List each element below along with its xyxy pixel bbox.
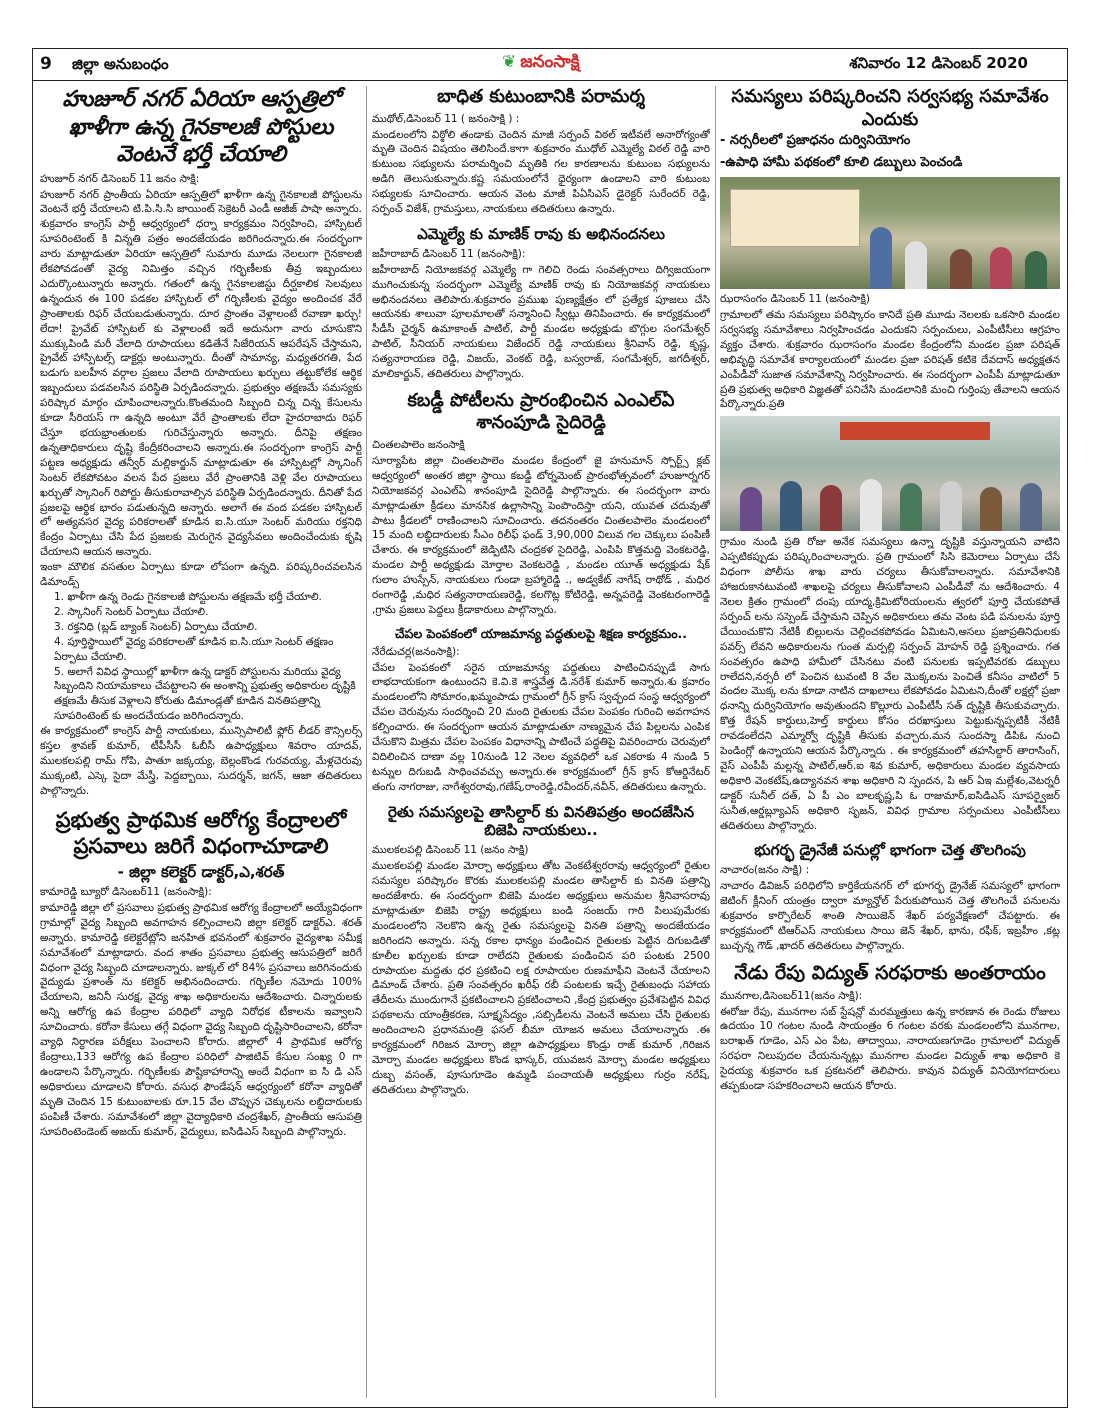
list-item: 1. ఖాళీగా ఉన్న రెండు గైనకాలజీ పోస్టులను తక్షణమే భర్తీ చేయాలి. [54, 590, 322, 603]
article-dateline: మునగాల,డిసెంబర్11(జనం సాక్షి): [720, 989, 863, 1002]
column-3 [720, 86, 1060, 1398]
column-divider [715, 86, 716, 1398]
article-headline: సమస్యలు పరిష్కరించని సర్వసభ్య సమావేశం ఎందుకు [731, 86, 1049, 130]
article-dateline: నేరేడుచర్ల(జనంసాక్షి): [372, 645, 460, 658]
demands-list [40, 590, 362, 724]
article-dateline: ముథోల్,డిసెంబర్ 11 ( జనంసాక్షి ) : [372, 112, 520, 125]
article-dateline: కామారెడ్డి బ్యూరో డిసెంబర్11 (జనంసాక్షి): [40, 885, 212, 898]
article-body: గ్రామం నుండి ప్రతి రోజు అనేక సమస్యలు ఉన్నా దృష్టికి వస్తున్నాయని వాటిని ఎప్పటికప్పుడు పరిష్కరించాలన్నారు. ప్రతి గ్రామంలో సిసి కెమెరాలు ఏర్పాటు చేసే విధంగా పోలీసు శాఖ వారు చర్యలు తీసుకోవాలన్నారు. సమావేశానికి హాజరుకానటువంటి శాఖలపై చర్యలు తీసుకోవాలని ఎంపీడీవో ను ఆదేశించారు. 4 నెలల క్రితం గ్రామంలో దంపు యాద్మ,క్రిమిటోరియంలను త్వరలో పూర్తి చేయకపోతే సర్పంచ్ లను సస్పెండ్ చేస్తామని చెప్పిన అధికారులు తమ వెంట పడి పనులను పూర్తి చేయించుకొని నేటికీ బిల్లులను చెల్లించకపోవడం ఏమిటని,అసలు ప్రజాప్రతినిధులకు పవర్స్ లేవని అధికారులను గుంత మర్పల్లి సర్పంచ్ మోహన్ రెడ్డి ప్రశ్నించారు. గత సంవత్సరం ఉపాధి హామీలో చేసినటు వంటి పనులకు ఇప్పటివరకు డబ్బులు రాలేదని,నర్సరీ లో పెంచిన టువంటి 8 వేల మొక్కలను పెంచితే కనీసం వాటిలో 5 వందల మొక్క లను కూడా నాటిన దాఖలాలు లేకపోవడం ఏమిటని,దీంతో లక్షల్లో ప్రజా ధనాన్ని దుర్వినియోగం అవుతుందని కొల్లూరు ఎంపీటీసీ సత్ దృష్టికి తీసుకువచ్చారు. కొత్త రేషన్ కార్డులు,హెల్త్ కార్డులు కోసం దరఖాస్తులు పెట్టుకున్నప్పటికీ నేటికీ రావడంలేదని ఎమ్మార్వో దృష్టికి తీసుకు వచ్చారు.మన సుందస్మా డిపిఓ నుంచి పెండింగ్లో ఉన్నాయని ఆయన పేర్కొన్నారు . ఈ కార్యక్రమంలో తహసిల్దార్ తారాసింగ్, వైస్ ఎంపీపీ మల్లన్న పాటిల్,ఆర్.ఐ శివ కుమార్, అధికారులు మండల వ్యవసాయ అధికారి వెంకటేష్,ఉద్యానవన శాఖ అధికారి ని స్పందన, పి ఆర్ ఏఇ మల్లేశం,వెటర్నరీ డాక్టర్ సునీల్ దత్, ఏ పీ ఎం బాలకృష్ణ,పి ఓ రాజుమార్,ఐసిడిఎస్ సూపర్వైజర్ సునీత,ఆర్డబ్ల్యూఎస్ అధికారి సృజన్, వివిధ గ్రామాల సర్పంచులు ఎంపీటీసీలు తదితరులు పాల్గొన్నారు. [720, 536, 1060, 832]
article-headline: రైతు సమస్యలపై తాసిల్దార్ కు వినతిపత్రం అందజేసిన బిజెపి నాయకులు.. [388, 802, 694, 840]
article-body: ఇంకా మౌలిక వసతుల ఏర్పాటు కూడా లోపంగా ఉన్నది. పరిష్కరించవలసిన డిమాండ్స్ [40, 561, 362, 589]
article-body: గ్రామాలలో తమ సమస్యలు పరిష్కారం కానిదే ప్రతి మూడు నెలలకు ఒకసారి మండల సర్వసభ్య సమావేశాలు నిర్వహించడం ఎందుకని సర్పంచులు, ఎంపీటీసీలు ఆగ్రహం వ్యక్తం చేశారు. శుక్రవారం ఝరాసంగం మండల కేంద్రంలోని మండల ప్రజా పరిషత్ అభివృద్ధి సమావేశ కార్యాలయంలో మండల ప్రజా పరిషత్ కటికె దేవదాస్ అధ్యక్షతన ఎంపీడీవో సుజాత సమావేశాన్ని నిర్వహించారు. ఈ సందర్భంగా ఎంపీపీ మాట్లాడుతూ ప్రతి ప్రభుత్వ అధికారి విజ్ఞతతో పనిచేసి మండలానికి మంచి గుర్తింపు తేవాలని ఆయన పేర్కొన్నారు.ప్రతి [720, 309, 1060, 411]
article-bjp-farmers [372, 803, 710, 1098]
article-subheading: - నర్సరీలలో ప్రజాధనం దుర్వినియోగం [720, 133, 911, 148]
article-condolence [372, 86, 710, 217]
article-dateline: ఝరాసంగం డిసెంబర్ 11 (జనంసాక్షి) [720, 293, 870, 305]
page-number: 9 [40, 54, 52, 74]
article-dateline: చింతలపాలెం జనంసాక్షి [372, 438, 465, 451]
list-item: 3. రక్తనిధి (బ్లడ్ బ్యాంక్ సెంటర్) ఏర్పాటు చేయాలి. [54, 620, 258, 633]
newspaper-logo: ❦ జనంసాక్షి [502, 52, 580, 72]
article-body: మండలంలోని విఠ్ఠోలి తండాకు చెందిన మాజీ సర్పంచ్ విఠల్ ఇటీవలే అనారోగ్యంతో మృతి చెందిన విషయం తెలిసిందే.కాగా శుక్రవారం ముధోల్ ఎమ్మెల్యే విఠల్ రెడ్డి వారి కుటుంబ సభ్యులను పరామర్శించి మృతికి గల కారణాలను కుటుంబ సభ్యులను అడిగి తెలుసుకున్నారు.కష్ట సమయంలోనే ధైర్యంగా ఉండాలని వారి కుటుంబ సభ్యులకు సూచించారు. ఆయన వెంట మాజీ పిఏసిఎస్ డైరెక్టర్ సురేందర్ రెడ్డి, సర్పంచ్ విజేశ్, గ్రామస్తులు, నాయకులు తదితరులు ఉన్నారు. [372, 128, 710, 216]
article-body: ములకలపల్లి మండల మోర్చా అధ్యక్షులు తోట వెంకటేశ్వరరావు ఆధ్వర్యంలో రైతుల సమస్యల పరిష్కారం కొరకు ములకలపల్లి మండల తాసిల్దార్ కు వినతి పత్రాన్ని అందజేశారు. ఈ సందర్భంగా బిజెపి మండల అధ్యక్షులు అనుమల శ్రీనివాసరావు మాట్లాడుతూ బిజెపి రాష్ట్ర అధ్యక్షులు బండి సంజయ్ గారి పిలుపుమేరకు మండలంలోని నెలకొని ఉన్న రైతు సమస్యలపై వినతి పత్రాన్ని అందజేయడం జరిగిందని అన్నారు. సన్న రకాల ధాన్యం పండించిన రైతులకు పెట్టిన దిగుబడితో కూలీల ఖర్చులకు కూడా రాలేదని రైతులకు పండించిన పరి పంటకు 2500 రూపాయల మద్దతు ధర ప్రకటించి లక్ష రూపాయల రుణమాఫీని వెంటనే చేయాలని డిమాండ్ చేశారు. ప్రతి సంవత్సరం ఖరీఫ్ రబీ పంటలకు ఇచ్చే రైతుబంధు సహాయ తేదీలను ముందుగానే ప్రకటించాలని ప్రకటించాలని ,కేంద్ర ప్రభుత్వం ప్రవేశపెట్టిన వివిధ పథకాలను యాంత్రీకరణ, సూక్ష్మసేద్యం ,సబ్సిడీలను వెంటనే అమలు చేసి రైతులకు అందించాలని ప్రధానమంత్రి ఫసల్ బీమా యోజన అమలు చేయాలన్నారు .ఈ కార్యక్రమంలో గిరిజన మోర్చా జిల్లా ఉపాధ్యక్షులు కొండ్రు రాజ్ కుమార్ ,గిరిజన మోర్చా మండల అధ్యక్షులు కొండ భాస్కర్, యువజన మోర్చా మండల అధ్యక్షులు దుబ్బ వసంత్, పూసుగూడెం ఉమ్మడి పంచాయతీ అధ్యక్షులు గుర్రం నరేష్, తదితరులు పాల్గొన్నారు. [372, 860, 710, 1096]
article-dateline: హుజూర్ నగర్ డిసెంబర్ 11 జనం సాక్షి: [40, 172, 200, 185]
article-body: సూర్యాపేట జిల్లా చింతలపాలెం మండల కేంద్రంలో జై హనుమాన్ స్పోర్ట్స్ క్లబ్ ఆధ్వర్యంలో అంతర జిల్లా స్థాయి కబడ్డీ టోర్నమెంట్ ప్రారంభోత్సవంలో హుజూర్నగర్ నియోజకవర్గ ఎంఎల్ఏ శానంపూడి సైదిరెడ్డి పాల్గొన్నారు. ఈ సందర్భంగా వారు మాట్లాడుతూ క్రీడలు మానసిక ఉల్లాసాన్ని పెంపొందిస్తా యని, యువత చదువుతో పాటు క్రీడలలో రాణించాలని సూచించారు. తదనంతరం చింతలపాలెం మండలంలో 15 మంది లబ్ధిదారులకు సీఎం రిలీఫ్ ఫండ్ 3,90,000 విలువ గల చెక్కులు పంపిణీ చేశారు. ఈ కార్యక్రమంలో జెడ్పిటిసి చంద్రకళ సైదిరెడ్డి, ఎంపిపి కొత్తమద్ది వెంకటరెడ్డి, మండల పార్టీ అధ్యక్షుడు మోర్తాల వెంకటరెడ్డి , మండల యూత్ అధ్యక్షుడు షేక్ గులాం హుస్సేన్, నాయకులు గుండా బ్రహ్మారెడ్డి ., అడ్వకేట్ నాగేష్ రాథోడ్ , మధిర రంగారెడ్డి ,మధిర సత్యనారాయణరెడ్డి, కలగొట్ల కోటిరెడ్డి, అన్నపరెడ్డి వెంకటరంగారెడ్డి ,గ్రామ ప్రజలు పెద్దలు క్రీడాకారులు పాల్గొన్నారు. [372, 454, 710, 616]
column-1 [40, 86, 362, 1398]
article-dateline: నాచారం(జనం సాక్షి) : [720, 864, 810, 877]
article-headline: ప్రభుత్వ ప్రాథమిక ఆరోగ్య కేంద్రాలలో ప్రసవాలు జరిగే విధంగాచూడాలి [55, 807, 347, 858]
article-dateline: జహీరాబాద్ డిసెంబర్ 11 (జనంసాక్షి): [372, 247, 526, 260]
list-item: 4. పూర్తిస్థాయిలో వైద్య పరికరాలతో కూడిన ఐ.సి.యూ సెంటర్ తక్షణం ఏర్పాటు చేయాలి. [54, 635, 334, 663]
article-headline: నేడు రేపు విద్యుత్ సరఫరాకు అంతరాయం [734, 961, 1046, 984]
article-body: జహీరాబాద్ నియోజకవర్గ ఎమ్మెల్యే గా గెలిచి రెండు సంవత్సరాలు దిగ్విజయంగా ముగించుకున్న సందర్భంగా ఎమ్మెల్యే మాణిక్ రావు కు నియోజకవర్గ నాయకులు అభినందనలు తెలిపారు.శుక్రవారం ప్రముఖ పుణ్యక్షేత్రం లో ప్రత్యేక పూజలు చేసి ఆయనకు శాలువా పూలమాలతో సన్మానించి స్వీట్లు తినిపించారు. ఈ కార్యక్రమంలో సీడీసీ చైర్మన్ ఉమాకాంత్ పాటిల్, పార్టీ మండల అధ్యక్షుడు బొగ్గుల సంగమేశ్వర్ పాటిల్, సీనియర్ నాయకులు విజేందర్ రెడ్డి నాయకులు శ్రీనివాస్ రెడ్డి, కృష్ణ, సత్యనారాయణ రెడ్డి, విజయ్, వెంకట్ రెడ్డి, బస్వరాజ్, సంగమేశ్వర్, జగదీశ్వర్, మాలికార్జున్, తదితరులు పాల్గొన్నారు. [372, 263, 710, 381]
article-headline: హుజూర్ నగర్ ఏరియా ఆస్పత్రిలో ఖాళీగా ఉన్న గైనకాలజీ పోస్టులు వెంటనే భర్తీ చేయాలి [62, 87, 340, 167]
article-power-outage [720, 962, 1060, 1094]
column-2 [372, 86, 710, 1398]
meeting-photo [720, 177, 1060, 289]
article-collector-health [40, 807, 362, 1140]
article-body: హుజూర్ నగర్ ప్రాంతీయ ఏరియా ఆస్పత్రిలో ఖాళీగా ఉన్న గైనకాలజీ పోస్టులను వెంటనే భర్తీ చేయాలని టి.పి.సి.సి జాయింట్ సెక్రెటరీ ఎండీ అజీజ్ పాషా అన్నారు. శుక్రవారం కాంగ్రెస్ పార్టీ ఆధ్వర్యంలో ధర్నా కార్యక్రమం నిర్వహించి, హాస్పిటల్ సూపరింటెంట్ కి విన్నతి పత్రం అందజేయడం జరిగిందన్నారు.ఈ సందర్భంగా వారు మాట్లాడుతూ ఏరియా ఆస్పత్రిలో సుమారు మూడు నెలలుగా గైనకాలజీ లేకపోవడంతో వైద్య నిమిత్తం వచ్చిన గర్భిణీలకు తీవ్ర ఇబ్బందులు ఎదుర్కొంటున్నారు అన్నారు. గతంలో ఉన్న గైనకాలజిస్టు దీర్ఘకాలిక సెలవులు ఉన్నందున ఈ 100 పడకల హాస్పిటల్ లో గర్భిణీలకు వైద్యం అందించక వేరే ప్రాంతాలకు రిఫర్ చేయబడుతున్నారు. దూర ప్రాంతం వెళ్లాలంటే రవాణా ఖర్చు! లేదా! ప్రైవేట్ హాస్పిటల్ కు వెళ్లాలంటే ఇదే అదునుగా వారు చూసుకొని ముక్కుపిండి మరీ వేలాది రూపాయలు కడితేనే సిజేరియన్ ఆపరేషన్ చేస్తామని, ప్రైవేట్ హాస్పిటల్స్ డాక్టర్లు అంటున్నారు. దీంతో సామాన్య, మధ్యతరగతి, పేద బడుగు బలహీన వర్గాల ప్రజలు వేలాది రూపాయలు ఖర్చులు తట్టుకోలేక ఆర్థిక ఇబ్బందులు పడవలసిన పరిస్థితి ఏర్పడిందన్నారు. ప్రభుత్వం తక్షణమే సమస్యకు పరిష్కార మార్గం చూపించాలన్నారు.కొంతమంది సిబ్బంది చిన్న చిన్న కేసులను కూడా సీరియస్ గా ఉన్నది అంటూ వేరే ప్రాంతాలకు లేదా హైదరాబాదు రిఫర్ చేస్తూ భయభ్రాంతులకు గురిచేస్తున్నారు అన్నారు. దీనిపై తక్షణం ఉన్నతాధికారులు దృష్టి కేంద్రీకరించాలని అన్నారు.ఈ సందర్భంగా కాంగ్రెస్ పార్టీ పట్టణ అధ్యక్షుడు తన్వీర్ మల్లికార్జున్ మాట్లాడుతూ ఈ హాస్పిటల్లో స్కానింగ్ సెంటర్ లేకపోవటం వలన పేద ప్రజలు వేరే ప్రాంతానికి వెళ్లి వేల రూపాయలు ఖర్చుతో స్కానింగ్ రిపోర్టు తీసుకురావాల్సిన పరిస్థితి ఏర్పడిందన్నారు. దీనితో పేద ప్రజలపై ఆర్థిక భారం పడుతున్నది అన్నారు. అలాగే ఈ వంద పడకల హాస్పిటల్ లో అత్యవసర వైద్య పరికరాలతో కూడిన ఐ.సి.యూ సెంటర్ మరియు రక్తనిధి కేంద్రం ఏర్పాటు చేసి పేద ప్రజలకు మెరుగైన వైద్యసేవలు అందించేందుకు కృషి చేయాలని ఆయన అన్నారు. [40, 188, 362, 559]
list-item: 2. స్కానింగ్ సెంటర్ ఏర్పాటు చేయాలి. [54, 605, 209, 618]
article-subheading: -ఉపాధి హామీ పథకంలో కూలి డబ్బులు పెంచండి [720, 155, 963, 170]
article-mla-congrats [372, 225, 710, 382]
article-body: ఈ కార్యక్రమంలో కాంగ్రెస్ పార్టీ నాయకులు, మున్సిపాలిటీ ఫ్లోర్ లీడర్ కౌన్సిలర్స్ కస్తల శ్రావణ్ కుమార్, టీపీసీసీ ఓబీసీ ఉపాధ్యక్షులు శివరాం యాదవ్, ములకలపల్లి రామ్ గోపి, పాతూ జక్కయ్య, బెల్లంకొండ గురవయ్య, మేళ్లచెరువు ముక్కంటి, ఎస్కె సైదా మేస్త్రీ, పెద్దబ్బాయి, సుదర్శన్, జగన్, ఆజా తదితరులు పాల్గొన్నారు. [40, 725, 362, 797]
article-fish-training [372, 626, 710, 795]
article-general-body-meeting [720, 86, 1060, 833]
article-byline: - జిల్లా కలెక్టర్ డాక్టర్,ఎ,శరత్ [117, 863, 285, 882]
article-body: ఈరోజు రేపు, మునగాల సబ్ స్టేషన్లో మరమ్మత్తులు ఉన్న కారణాన ఈ రెండు రోజులు ఉదయం 10 గంటల నుండి సాయంత్రం 6 గంటల వరకు మండలంలోని మునగాల, బరాఖత్ గూడెం, ఎస్ ఎం పేట, తాద్వాయి, నారాయణగూడెం గ్రామాలలో విద్యుత్ సరఫరా నిలుపుదల చేయనున్నట్లు మునగాల మండల విద్యుత్ శాఖ అధికారి కె సైదయ్య శుక్రవారం ఒక ప్రకటనలో తెలిపారు. కావున విద్యుత్ వినియోగదారులు తప్పకుండా సహకరించాలని ఆయన కోరారు. [720, 1005, 1060, 1093]
list-item: 5. అలాగే వివిధ స్థాయిల్లో ఖాళీగా ఉన్న డాక్టర్ పోస్టులను మరియు వైద్య సిబ్బందిని నియామకాలు చేపట్టాలని ఈ అంశాన్ని ప్రభుత్వ అధికారుల దృష్టికి తక్షణమే తీసుక వెళ్లాలని కోరుతు డిమాండ్లతో కూడిన వినతిపత్రాన్ని సూపరింటెంట్ కు అందచేయడం జరిగిందన్నారు. [54, 665, 356, 723]
article-body: చేపల పెంపకంలో సరైన యాజమాన్య పద్ధతులు పాటించినప్పుడే సాగు లాభదాయకంగా ఉంటుందని కె.వి.కె శాస్త్రవేత్త డి.నరేశ్ కుమార్ అన్నారు.శు క్రవారం మండలంలోని సోమారం,ఖమ్మంపాడు గ్రామంలో గ్రీన్ క్రాస్ స్వచ్ఛంద సంస్థ ఆధ్వర్యంలో చేపల చెరువును సందర్శించి 20 మంది రైతులకు చేపల పెంపకం గురించి అవగాహన కల్పించారు. ఈ సందర్భంగా ఆయన మాట్లాడుతూ నాణ్యమైన చేప పిల్లలను ఎంపిక చేసుకొని మిత్రమ చేపల పెంపకం విధానాన్ని పాటించే పద్ధతిపై వివరించారు చెరువులో విదిలించిన దాణా వల్ల 10నుండి 12 నెలల వ్యవధిలో ఒక ఎకరాకు 4 నుండి 5 టన్నుల దిగుబడి సాధించవచ్చు అన్నారు.ఈ కార్యక్రమంలో గ్రీన్ క్రాస్ కోఆర్డినేటర్ తంగు నాగరాజు, నాగేశ్వరరావు,గణేష్,రాంరెడ్డి,రవీందర్,నవీన్, తదితరులు ఉన్నారు. [372, 661, 710, 793]
group-photo [720, 416, 1060, 531]
leaf-icon: ❦ [502, 52, 517, 72]
article-headline: భుగర్భ డ్రైనేజీ పనుల్లో భాగంగా చెత్త తొలగింపు [754, 841, 1026, 860]
column-divider [366, 86, 367, 1398]
article-dateline: ములకలపల్లి డిసెంబర్ 11 (జనం సాక్షి) [372, 844, 529, 857]
article-headline: బాధిత కుటుంబానికి పరామర్శ [437, 86, 645, 107]
masthead [32, 52, 1068, 80]
masthead-rule [32, 80, 1068, 81]
article-drainage [720, 841, 1060, 953]
article-body: నాచారం డివిజన్ పరిధిలోని కార్తికేయనగర్ లో భూగర్భ డ్రైనేజ్ సమస్యలో భాగంగా జెటింగ్ క్లీనింగ్ యంత్రం ద్వారా మ్యాన్హోల్ పేరుకుపోయిన చెత్త తొలగించే పనులను శుక్రవారం కార్పొరేటర్ శాంతి సాయిజెన్ శేఖర్ పర్యవేక్షణలో చేపట్టారు. ఈ కార్యక్రమంలో టిఆర్ఎస్ నాయకులు సాయి జెన్ శేఖర్, భాను, రఫీక్, ఇబ్రహీం ,కట్ల బుచ్చన్న గౌడ్ ,ఖాదర్ తదితరులు పాల్గొన్నారు. [720, 880, 1060, 952]
article-body: కామారెడ్డి జిల్లా లో ప్రసవాలు ప్రభుత్వ ప్రాథమిక ఆరోగ్య కేంద్రాలలో అయ్యేవిధంగా గ్రామాల్లో వైద్య సిబ్బంది అవగాహన కల్పించాలని జిల్లా కలెక్టర్ డాక్టర్ఎ. శరత్ అన్నారు. కామారెడ్డి కలెక్టరేట్లోని జనహిత భవనంలో శుక్రవారం వైద్యశాఖ సమీక్ష సమావేశంలో మాట్లాడారు. వంద శాతం ప్రసవాలు ప్రభుత్వ ఆసుపత్రిలో జరిగే విధంగా వైద్య సిబ్బంది చూడాలన్నారు. జుక్కల్ లో 84% ప్రసవాలు జరిగినందుకు వైద్యుడు ప్రశాంత్ ను కలెక్టర్ అభినందించారు. గర్భిణీల నమోదు 100% చేయాలని, జనినీ సురక్ష, వైద్య శాఖ అధికారులను ఆదేశించారు. చిన్నారులకు అన్ని ఆరోగ్య ఉప కేంద్రాల పరిధిలో వ్యాధి నిరోధక టీకాలను ఇవ్వాలని సూచించారు. కరోనా కేసులు తగ్గే విధంగా వైద్య సిబ్బంది దృష్టిసారించాలని, కరోనా వ్యాధి నిర్ధారణ పరీక్షలు పెంచాలని కోరారు. జిల్లాలో 4 ప్రాథమిక ఆరోగ్య కేంద్రాలు,133 ఆరోగ్య ఉప కేంద్రాల పరిధిలో పాజిటివ్ కేసుల సంఖ్య 0 గా ఉండాలని పేర్కొన్నారు. గర్భిణీలకు పౌష్టికాహారాన్ని అందే విధంగా ఐ సి డి ఎస్ అధికారులు చూడాలని కోరారు. వసుధ ఫౌండేషన్ ఆధ్వర్యంలో కరోనా వ్యాధితో మృతి చెందిన 15 కుటుంబాలకు రూ.15 వేల చొప్పున చెక్కులను లబ్ధిదారులకు పంపిణీ చేశారు. సమావేశంలో జిల్లా వైద్యాధికారి చంద్రశేఖర్, ప్రాంతీయ ఆసుపత్రి సూపరింటెండెంట్ అజయ్ కుమార్, వైద్యులు, ఐసిడిఎస్ సిబ్బంది పాల్గొన్నారు. [40, 901, 362, 1138]
article-kabaddi [372, 390, 710, 618]
article-hospital-posts [40, 86, 362, 799]
section-name: జిల్లా అనుబంధం [72, 55, 169, 73]
article-headline: కబడ్డీ పోటీలను ప్రారంభించిన ఎంఎల్ఏ శానంపూడి సైదిరెడ్డి [407, 389, 675, 434]
article-headline: ఎమ్మెల్యే కు మాణిక్ రావు కు అభినందనలు [417, 224, 665, 243]
article-headline: చేపల పెంపకంలో యాజమాన్య పద్ధతులపై శిక్షణ కార్యక్రమం.. [394, 625, 688, 641]
issue-date: శనివారం 12 డిసెంబర్ 2020 [849, 54, 1028, 72]
